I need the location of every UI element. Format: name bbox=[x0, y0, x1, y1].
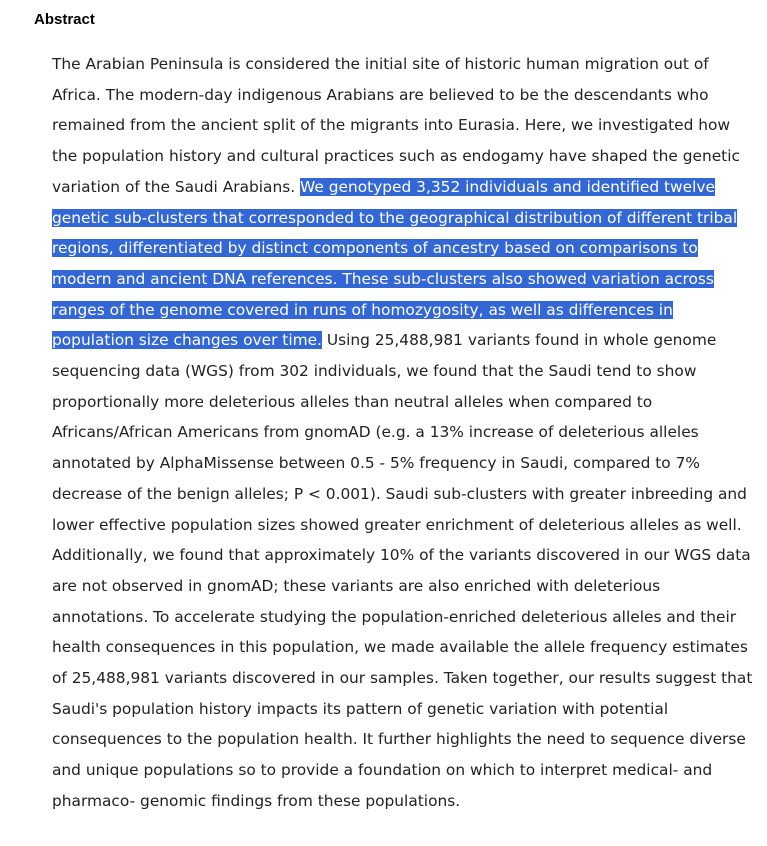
abstract-selected-text[interactable]: We genotyped 3,352 individuals and identified twelve genetic sub-clusters that corresponded to the geographical distribution of different tribal regions, differentiated by distinct components of ancestry based on comparisons to modern and ancient DNA references. These sub-clusters also showed variation across ranges of the genome covered in runs of homozygosity, as well as differences in population size changes over time. bbox=[52, 177, 738, 350]
abstract-heading: Abstract bbox=[34, 11, 95, 28]
abstract-text-after-selection[interactable]: Using 25,488,981 variants found in whole genome sequencing data (WGS) from 302 individuals, we found that the Saudi tend to show proportionally more deleterious alleles than neutral alleles when compared to Africans/African Americans from gnomAD (e.g. a 13% increase of deleterious alleles annotated by AlphaMissense between 0.5 - 5% frequency in Saudi, compared to 7% decrease of the benign alleles; P < 0.001). Saudi sub-clusters with greater inbreeding and lower effective population sizes showed greater enrichment of deleterious alleles as well. Additionally, we found that approximately 10% of the variants discovered in our WGS data are not observed in gnomAD; these variants are also enriched with deleterious annotations. To accelerate studying the population-enriched deleterious alleles and their health consequences in this population, we made available the allele frequency estimates of 25,488,981 variants discovered in our samples. Taken together, our results suggest that Saudi's population history impacts its pattern of genetic variation with potential consequences to the population health. It further highlights the need to sequence diverse and unique populations so to provide a foundation on which to interpret medical- and pharmaco- genomic findings from these populations. bbox=[52, 331, 753, 810]
abstract-text-before-selection[interactable]: The Arabian Peninsula is considered the initial site of historic human migration out of Africa. The modern-day indigenous Arabians are believed to be the descendants who remained from the ancient split of the migrants into Eurasia. Here, we investigated how the population history and cultural practices such as endogamy have shaped the genetic variation of the Saudi Arabians. bbox=[52, 55, 740, 196]
abstract-paragraph[interactable] bbox=[52, 49, 754, 817]
